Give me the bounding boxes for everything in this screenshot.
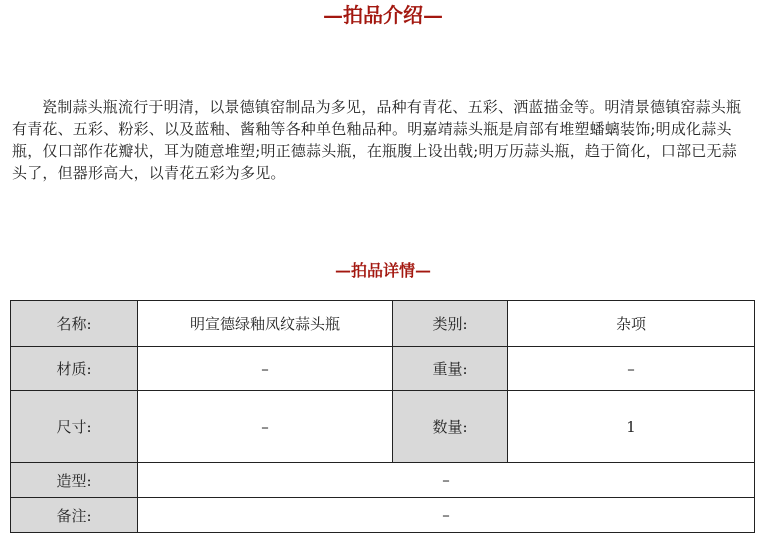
- name-value: 明宣德绿釉凤纹蒜头瓶: [138, 301, 393, 347]
- quantity-value: 1: [508, 391, 755, 463]
- details-title: —拍品详情—: [334, 261, 431, 280]
- name-label: 名称:: [11, 301, 138, 347]
- remark-value: –: [138, 498, 755, 533]
- table-row: [11, 347, 755, 391]
- material-label: 材质:: [11, 347, 138, 391]
- remark-label: 备注:: [11, 498, 138, 533]
- shape-label: 造型:: [11, 463, 138, 498]
- weight-label: 重量:: [393, 347, 508, 391]
- size-value: –: [138, 391, 393, 463]
- size-label: 尺寸:: [11, 391, 138, 463]
- intro-title: —拍品介绍—: [323, 3, 443, 27]
- intro-paragraph: 瓷制蒜头瓶流行于明清，以景德镇窑制品为多见，品种有青花、五彩、洒蓝描金等。明清景德镇窑蒜头瓶有青花、五彩、粉彩、以及蓝釉、酱釉等各种单色釉品种。明嘉靖蒜头瓶是肩部有堆塑蟠螭装饰;明成化蒜头瓶，仅口部作花瓣状，耳为随意堆塑;明正德蒜头瓶，在瓶腹上设出戟;明万历蒜头瓶，趋于简化，口部已无蒜头了，但器形高大，以青花五彩为多见。: [12, 98, 742, 182]
- material-value: –: [138, 347, 393, 391]
- quantity-label: 数量:: [393, 391, 508, 463]
- table-row: [11, 463, 755, 498]
- category-label: 类别:: [393, 301, 508, 347]
- table-row: [11, 391, 755, 463]
- category-value: 杂项: [508, 301, 755, 347]
- table-row: [11, 498, 755, 533]
- details-table: [10, 300, 755, 533]
- shape-value: –: [138, 463, 755, 498]
- weight-value: –: [508, 347, 755, 391]
- table-row: [11, 301, 755, 347]
